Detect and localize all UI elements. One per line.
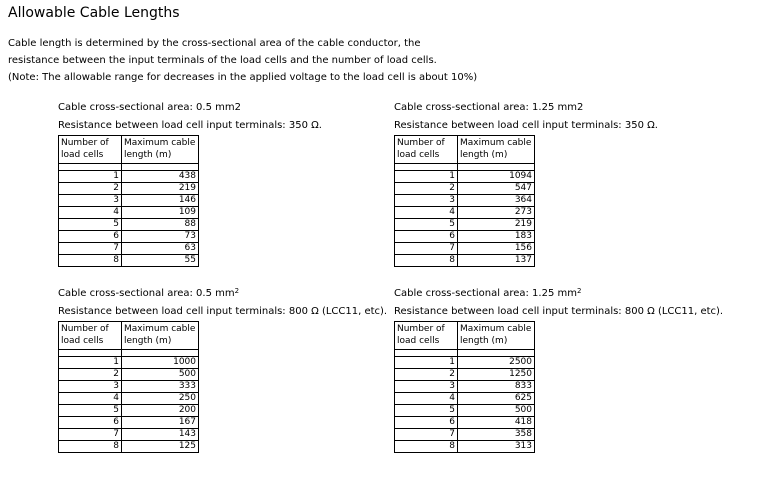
area-caption-superscript: 2 [234, 287, 240, 295]
col-header-load-cells [395, 136, 458, 164]
load-cell-count-cell: 5 [59, 405, 122, 417]
table-row [395, 417, 535, 429]
table-row [59, 393, 199, 405]
max-length-cell: 1000 [122, 357, 199, 369]
max-length-cell: 1094 [458, 171, 535, 183]
table-row [395, 207, 535, 219]
table-spacer-row [59, 164, 199, 171]
max-length-cell: 63 [122, 243, 199, 255]
spacer-cell [59, 350, 122, 357]
header-text: Number of [61, 138, 109, 148]
max-length-cell: 1250 [458, 369, 535, 381]
header-text: load cells [61, 336, 104, 346]
load-cell-count-cell: 1 [395, 357, 458, 369]
max-length-cell: 625 [458, 393, 535, 405]
table-header-row [59, 322, 199, 350]
table-row [395, 357, 535, 369]
table-row [59, 429, 199, 441]
table-row [395, 405, 535, 417]
load-cell-count-cell: 5 [395, 219, 458, 231]
load-cell-count-cell: 2 [395, 369, 458, 381]
cable-table-block-0.5mm-350ohm [58, 99, 403, 267]
max-length-cell: 109 [122, 207, 199, 219]
table-row [395, 183, 535, 195]
max-length-cell: 219 [122, 183, 199, 195]
spacer-cell [458, 164, 535, 171]
load-cell-count-cell: 2 [59, 369, 122, 381]
table-row [395, 255, 535, 267]
table-row [395, 441, 535, 453]
table-row [59, 369, 199, 381]
header-text: load cells [61, 150, 104, 160]
header-text: length (m) [460, 336, 508, 346]
load-cell-count-cell: 1 [59, 171, 122, 183]
cable-length-table [394, 135, 535, 267]
load-cell-count-cell: 1 [395, 171, 458, 183]
load-cell-count-cell: 8 [59, 441, 122, 453]
table-row [395, 231, 535, 243]
max-length-cell: 364 [458, 195, 535, 207]
load-cell-count-cell: 7 [395, 429, 458, 441]
max-length-cell: 833 [458, 381, 535, 393]
spacer-cell [458, 350, 535, 357]
table-row [395, 381, 535, 393]
max-length-cell: 200 [122, 405, 199, 417]
table-row [59, 171, 199, 183]
spacer-cell [395, 350, 458, 357]
table-row [395, 429, 535, 441]
max-length-cell: 219 [458, 219, 535, 231]
load-cell-count-cell: 3 [395, 381, 458, 393]
load-cell-count-cell: 7 [59, 243, 122, 255]
max-length-cell: 146 [122, 195, 199, 207]
max-length-cell: 438 [122, 171, 199, 183]
table-header-row [395, 136, 535, 164]
resistance-caption: Resistance between load cell input terminals: 350 Ω. [394, 120, 658, 131]
col-header-max-length [458, 322, 535, 350]
resistance-caption: Resistance between load cell input terminals: 800 Ω (LCC11, etc). [394, 306, 724, 317]
load-cell-count-cell: 5 [59, 219, 122, 231]
load-cell-count-cell: 8 [395, 441, 458, 453]
max-length-cell: 418 [458, 417, 535, 429]
area-caption-text: Cable cross-sectional area: 1.25 mm [394, 288, 577, 299]
load-cell-count-cell: 4 [395, 393, 458, 405]
load-cell-count-cell: 6 [59, 231, 122, 243]
header-text: Maximum cable [124, 324, 196, 334]
table-row [395, 195, 535, 207]
max-length-cell: 88 [122, 219, 199, 231]
table-row [395, 219, 535, 231]
header-text: Number of [397, 324, 445, 334]
max-length-cell: 547 [458, 183, 535, 195]
col-header-load-cells [59, 136, 122, 164]
area-caption [394, 285, 739, 303]
header-text: Maximum cable [460, 138, 532, 148]
cable-length-table [58, 135, 199, 267]
intro-line: (Note: The allowable range for decreases in the applied voltage to the load cell is about 10%) [8, 72, 478, 83]
area-caption-text: Cable cross-sectional area: 0.5 mm [58, 288, 235, 299]
resistance-caption: Resistance between load cell input terminals: 350 Ω. [58, 120, 322, 131]
col-header-max-length [122, 136, 199, 164]
table-row [59, 405, 199, 417]
header-text: load cells [397, 336, 440, 346]
table-row [59, 183, 199, 195]
header-text: length (m) [124, 336, 172, 346]
cable-length-table [394, 321, 535, 453]
spacer-cell [59, 164, 122, 171]
max-length-cell: 358 [458, 429, 535, 441]
load-cell-count-cell: 4 [59, 207, 122, 219]
load-cell-count-cell: 7 [395, 243, 458, 255]
table-row [395, 171, 535, 183]
max-length-cell: 273 [458, 207, 535, 219]
intro-line: resistance between the input terminals of the load cells and the number of load cells. [8, 55, 437, 66]
intro-line: Cable length is determined by the cross-sectional area of the cable conductor, the [8, 38, 421, 49]
load-cell-count-cell: 6 [395, 417, 458, 429]
table-spacer-row [395, 164, 535, 171]
cable-table-block-0.5mm-800ohm [58, 285, 403, 453]
table-row [59, 207, 199, 219]
max-length-cell: 500 [458, 405, 535, 417]
table-row [59, 417, 199, 429]
max-length-cell: 183 [458, 231, 535, 243]
table-row [395, 243, 535, 255]
max-length-cell: 167 [122, 417, 199, 429]
load-cell-count-cell: 4 [395, 207, 458, 219]
max-length-cell: 313 [458, 441, 535, 453]
load-cell-count-cell: 3 [59, 195, 122, 207]
intro-paragraph [8, 35, 477, 86]
max-length-cell: 333 [122, 381, 199, 393]
max-length-cell: 250 [122, 393, 199, 405]
table-header-row [59, 136, 199, 164]
header-text: load cells [397, 150, 440, 160]
header-text: length (m) [460, 150, 508, 160]
max-length-cell: 137 [458, 255, 535, 267]
col-header-load-cells [395, 322, 458, 350]
header-text: Maximum cable [124, 138, 196, 148]
table-spacer-row [395, 350, 535, 357]
cable-length-table [58, 321, 199, 453]
cable-table-block-1.25mm-800ohm [394, 285, 739, 453]
header-text: Number of [397, 138, 445, 148]
max-length-cell: 2500 [458, 357, 535, 369]
max-length-cell: 125 [122, 441, 199, 453]
load-cell-count-cell: 5 [395, 405, 458, 417]
load-cell-count-cell: 2 [395, 183, 458, 195]
spacer-cell [122, 350, 199, 357]
table-row [59, 231, 199, 243]
table-row [59, 357, 199, 369]
load-cell-count-cell: 6 [59, 417, 122, 429]
col-header-max-length [122, 322, 199, 350]
area-caption: Cable cross-sectional area: 1.25 mm2 [394, 102, 584, 113]
load-cell-count-cell: 3 [395, 195, 458, 207]
load-cell-count-cell: 1 [59, 357, 122, 369]
max-length-cell: 55 [122, 255, 199, 267]
table-row [59, 441, 199, 453]
area-caption-superscript: 2 [576, 287, 582, 295]
load-cell-count-cell: 8 [395, 255, 458, 267]
table-spacer-row [59, 350, 199, 357]
col-header-load-cells [59, 322, 122, 350]
load-cell-count-cell: 8 [59, 255, 122, 267]
max-length-cell: 73 [122, 231, 199, 243]
max-length-cell: 143 [122, 429, 199, 441]
page-title: Allowable Cable Lengths [8, 5, 180, 21]
max-length-cell: 156 [458, 243, 535, 255]
table-row [395, 393, 535, 405]
load-cell-count-cell: 7 [59, 429, 122, 441]
header-text: Maximum cable [460, 324, 532, 334]
load-cell-count-cell: 2 [59, 183, 122, 195]
max-length-cell: 500 [122, 369, 199, 381]
table-row [59, 195, 199, 207]
header-text: Number of [61, 324, 109, 334]
cable-table-block-1.25mm-350ohm [394, 99, 739, 267]
table-row [59, 219, 199, 231]
spacer-cell [122, 164, 199, 171]
table-row [59, 243, 199, 255]
resistance-caption: Resistance between load cell input terminals: 800 Ω (LCC11, etc). [58, 306, 388, 317]
load-cell-count-cell: 3 [59, 381, 122, 393]
table-row [59, 381, 199, 393]
col-header-max-length [458, 136, 535, 164]
table-row [395, 369, 535, 381]
spacer-cell [395, 164, 458, 171]
area-caption: Cable cross-sectional area: 0.5 mm2 [58, 102, 241, 113]
table-row [59, 255, 199, 267]
area-caption [58, 285, 403, 303]
load-cell-count-cell: 6 [395, 231, 458, 243]
header-text: length (m) [124, 150, 172, 160]
load-cell-count-cell: 4 [59, 393, 122, 405]
table-header-row [395, 322, 535, 350]
